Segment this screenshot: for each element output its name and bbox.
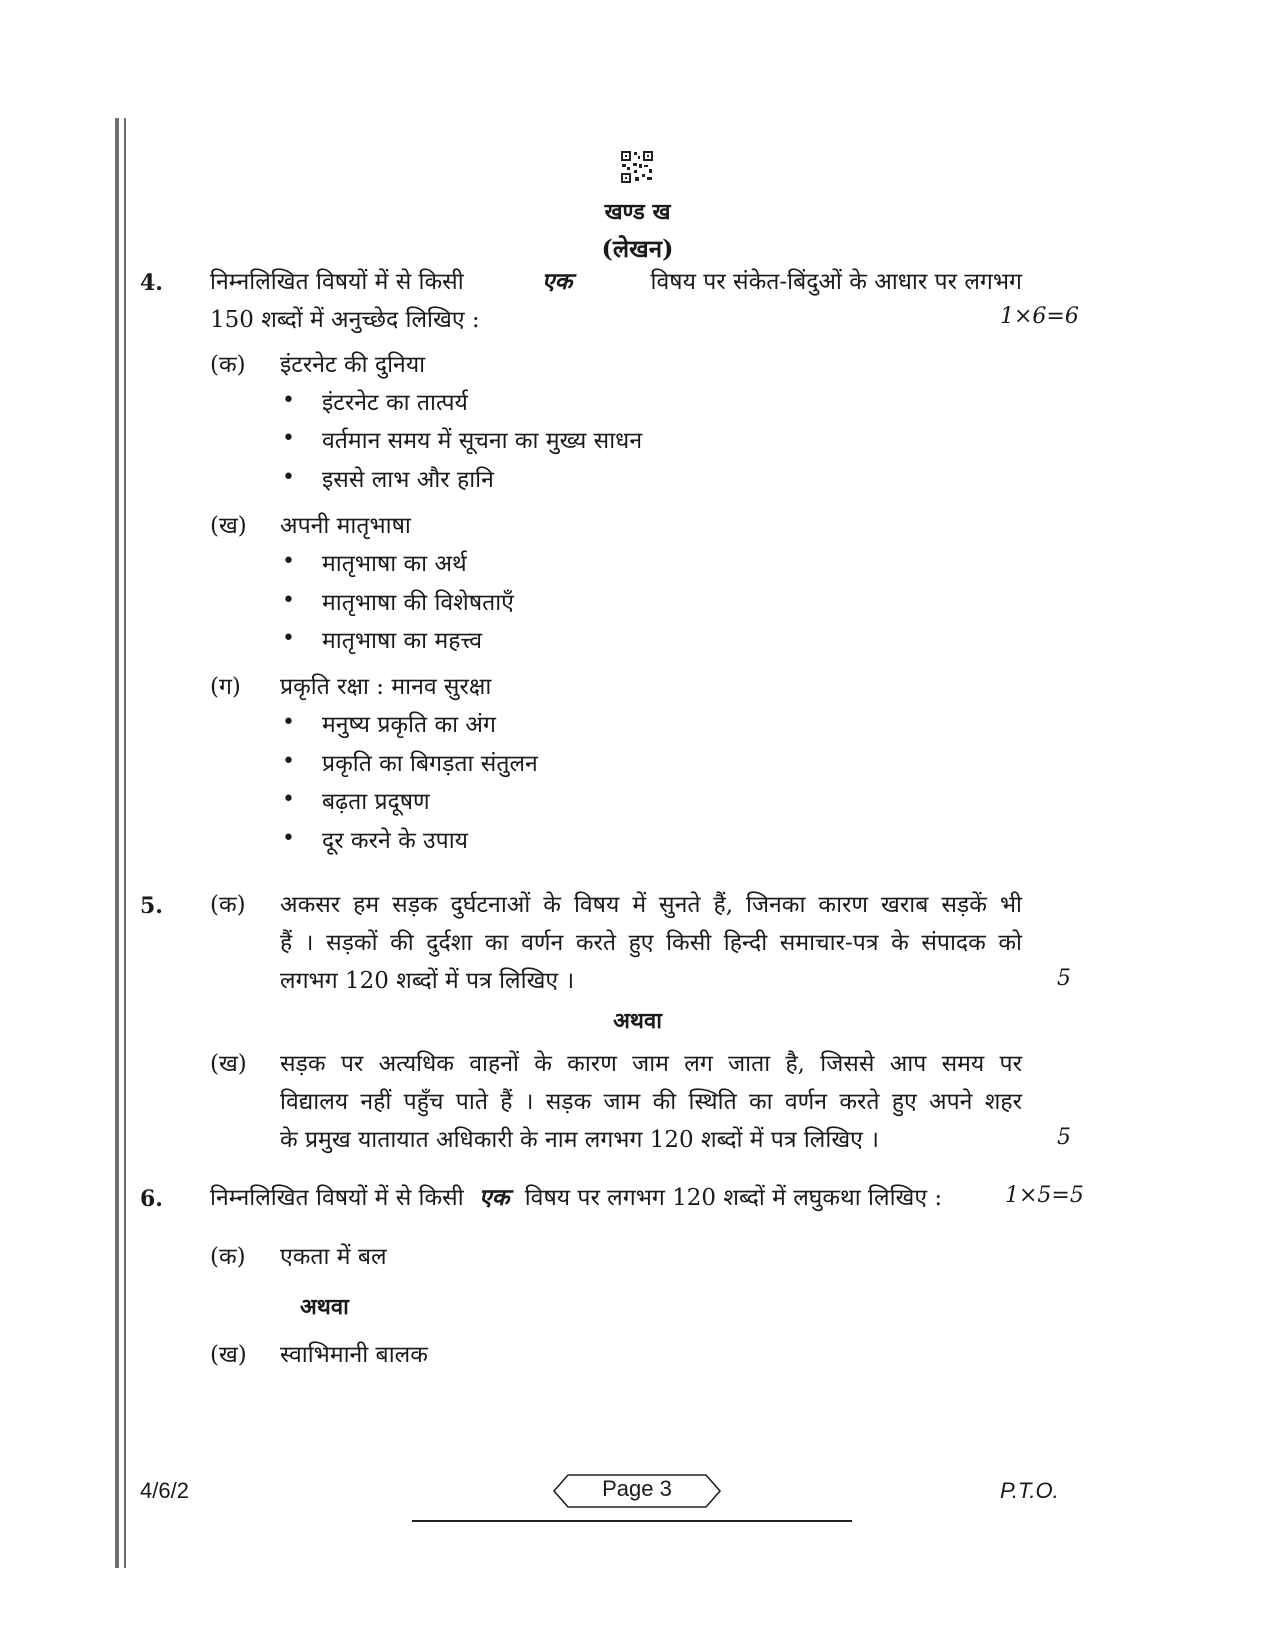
question-text: लगभग 120 शब्दों में पत्र लिखिए । [280,968,575,994]
bullet-icon: • [282,749,295,774]
topic-point: मातृभाषा का अर्थ [322,551,467,577]
question-text-line [210,1180,942,1212]
question-text: निम्नलिखित विषयों में से किसी [210,1185,464,1211]
topic-title: अपनी मातृभाषा [280,513,411,539]
pto-label: P.T.O. [1000,1478,1059,1503]
topic-point: दूर करने के उपाय [322,828,469,854]
marks: 1×5=5 [1005,1183,1084,1208]
bullet-icon: • [282,626,295,651]
option-label: (ग) [210,674,241,700]
section-title: खण्ड ख [604,199,671,225]
topic-point: मनुष्य प्रकृति का अंग [322,712,496,738]
option-label: (क) [210,1244,246,1270]
question-text: विषय पर लगभग 120 शब्दों में लघुकथा लिखिए : [524,1185,943,1211]
question-text: 150 शब्दों में अनुच्छेद लिखिए : [210,307,480,333]
emphasis-text: एक [541,268,573,295]
question-number: 6. [140,1186,163,1212]
footer-rule [412,1520,852,1522]
option-label: (क) [210,352,246,378]
bullet-icon: • [282,826,295,851]
question-text: विद्यालय नहीं पहुँच पाते हैं । सड़क जाम की स्थिति का वर्णन करते हुए अपने शहर [280,1089,1022,1115]
question-text: विषय पर संकेत-बिंदुओं के आधार पर लगभग [650,269,1022,295]
question-text: निम्नलिखित विषयों में से किसी [210,269,464,295]
option-label: (ख) [210,513,247,539]
bullet-icon: • [282,787,295,812]
bullet-icon: • [282,426,295,451]
question-text: सड़क पर अत्यधिक वाहनों के कारण जाम लग जाता है, जिससे आप समय पर [280,1051,1022,1077]
or-divider: अथवा [300,1294,349,1320]
page-number: Page 3 [602,1476,672,1501]
emphasis-text: एक [479,1184,510,1211]
topic-point: मातृभाषा का महत्त्व [322,628,483,654]
marks: 5 [1057,966,1071,991]
question-text: के प्रमुख यातायात अधिकारी के नाम लगभग 120 शब्दों में पत्र लिखिए । [280,1127,879,1153]
section-subtitle: (लेखन) [601,234,674,263]
bullet-icon: • [282,588,295,613]
marks: 1×6=6 [1000,304,1079,329]
topic-point: इससे लाभ और हानि [322,467,494,493]
question-text: हैं । सड़कों की दुर्दशा का वर्णन करते हुए किसी हिन्दी समाचार-पत्र के संपादक को [280,930,1022,956]
topic-point: इंटरनेट का तात्पर्य [322,390,468,416]
marks: 5 [1057,1125,1071,1150]
left-margin-bar [115,118,119,1568]
option-label: (ख) [210,1342,247,1368]
topic-point: बढ़ता प्रदूषण [322,789,430,815]
topic-title: स्वाभिमानी बालक [280,1342,428,1368]
bullet-icon: • [282,465,295,490]
bullet-icon: • [282,549,295,574]
topic-point: प्रकृति का बिगड़ता संतुलन [322,751,538,777]
question-text: अकसर हम सड़क दुर्घटनाओं के विषय में सुनते हैं, जिनका कारण खराब सड़कें भी [280,892,1022,918]
left-margin-bar-thin [124,118,126,1568]
bullet-icon: • [282,710,295,735]
option-label: (ख) [210,1051,247,1077]
option-label: (क) [210,892,246,918]
topic-point: वर्तमान समय में सूचना का मुख्य साधन [322,428,643,454]
question-number: 4. [140,270,163,296]
or-divider: अथवा [613,1008,662,1034]
question-text-line [210,264,1022,296]
paper-code: 4/6/2 [140,1478,189,1503]
topic-title: प्रकृति रक्षा : मानव सुरक्षा [280,674,492,700]
topic-title: इंटरनेट की दुनिया [280,352,426,378]
qr-code-icon [620,150,654,184]
question-number: 5. [140,893,163,919]
bullet-icon: • [282,388,295,413]
topic-title: एकता में बल [280,1244,387,1270]
topic-point: मातृभाषा की विशेषताएँ [322,590,514,616]
